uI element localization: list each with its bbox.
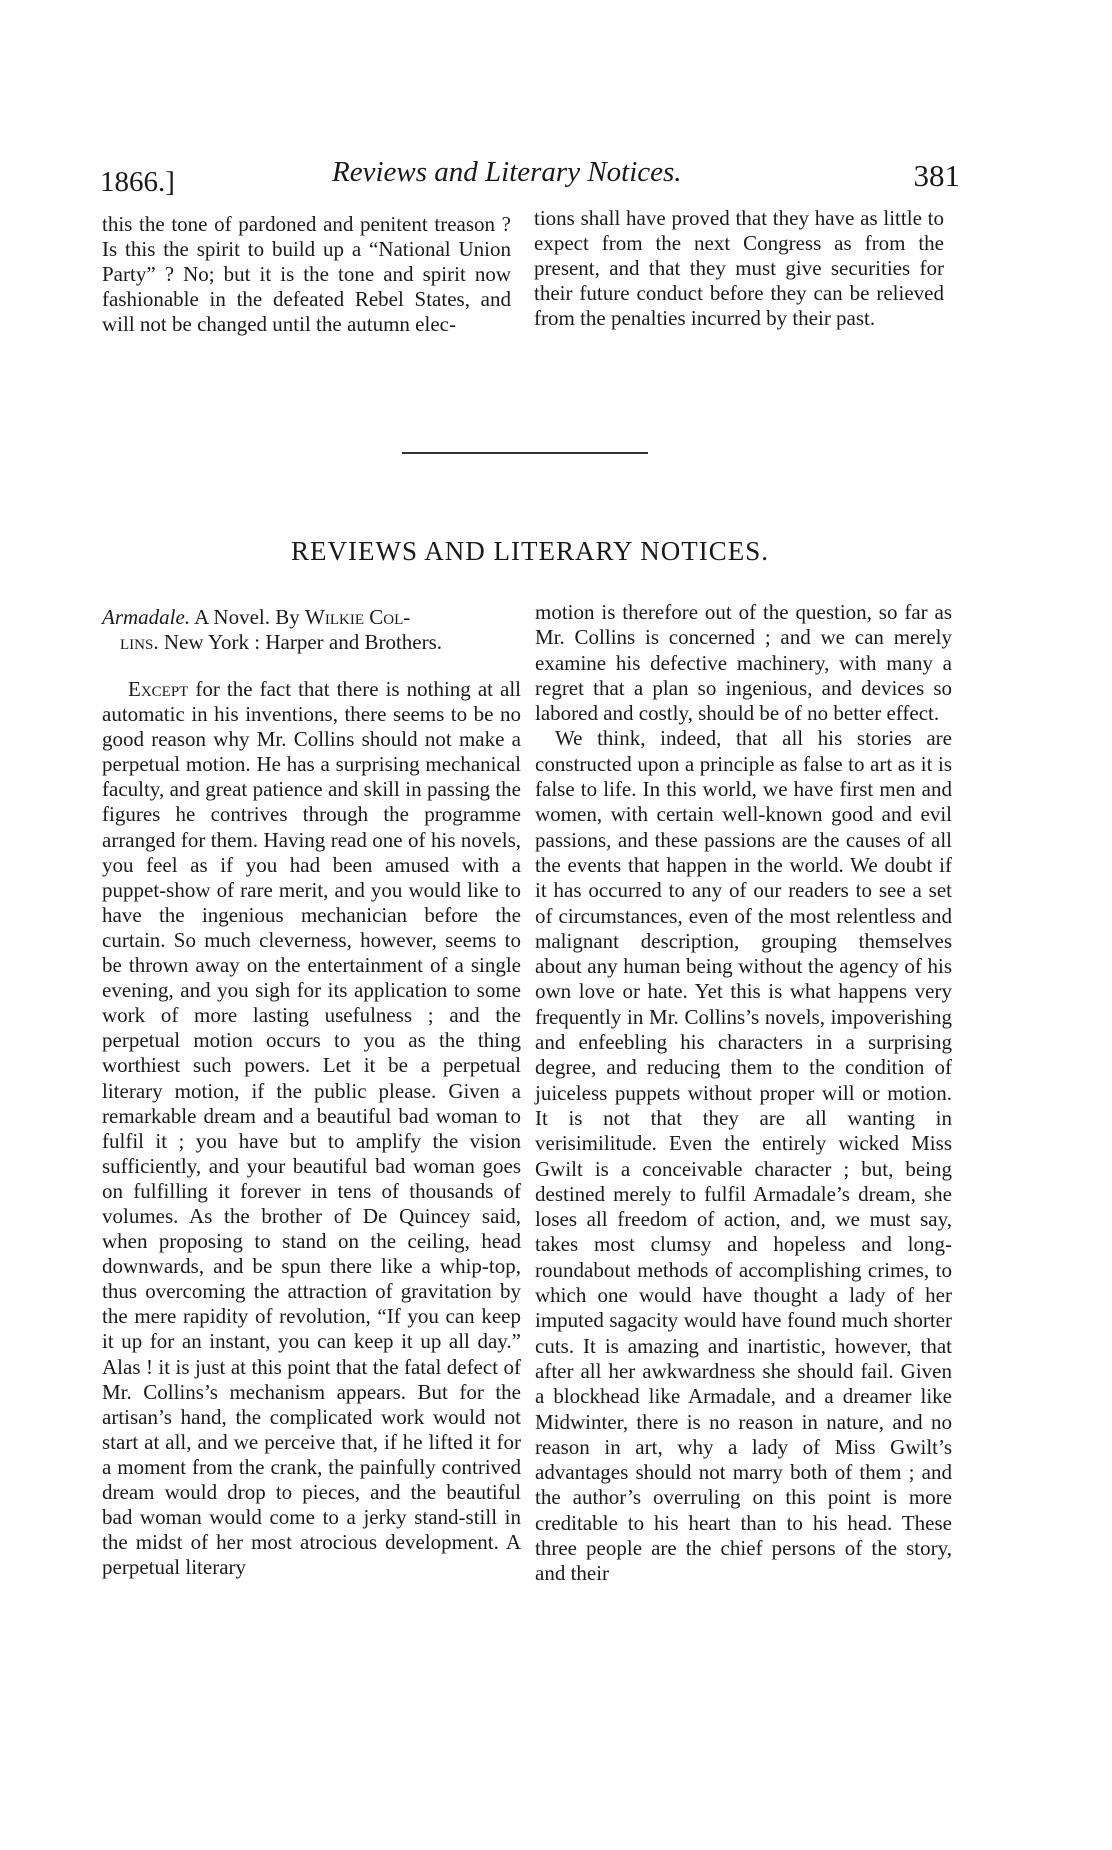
review-paragraph-1-text: for the fact that there is nothing at all automatic in his inventions, there seems to be no good reason why Mr. Collins should not make a perpetual motion. He has a surprising mechanical faculty, and great patience and skill in passing the figures he contrives through the programme arranged for them. Having read one of his novels, you feel as if you had been amused with a puppet-show of rare merit, and you would like to have the ingenious mechanician before the curtain. So much cleverness, however, seems to be thrown away on the entertainment of a single evening, and you sigh for its application to some work of more lasting usefulness ; and the perpetual motion occurs to you as the thing worthiest such powers. Let it be a perpetual literary motion, if the public please. Given a remarkable dream and a beautiful bad woman to fulfil it ; you have but to amplify the vision sufficiently, and your beautiful bad woman goes on fulfilling it forever in tens of thousands of volumes. As the brother of De Quincey said, when proposing to stand on the ceiling, head downwards, and be spun there like a whip-top, thus overcoming the attraction of gravitation by the mere rapidity of revolution, “If you can keep it up for an instant, you can keep it up all day.” Alas ! it is just at this point that the fatal defect of Mr. Collins’s mechanism appears. But for the artisan’s hand, the complicated work would not start at all, and we perceive that, if he lifted it for a moment from the crank, the painfully contrived dream would drop to pieces, and the beautiful bad woman would come to a jerky stand-still in the midst of her most atrocious development. A perpetual literary: [102, 677, 521, 1580]
top-right-column: [534, 206, 944, 331]
book-publisher: New York : Harper and Brothers.: [163, 630, 443, 654]
drop-word: Except: [128, 677, 189, 701]
review-paragraph-2: We think, indeed, that all his stories are constructed upon a principle as false to art as it is false to life. In this world, we have first men and women, with certain well-known good and evil passions, and these passions are the causes of all the events that happen in the world. We doubt if it has occurred to any of our readers to see a set of circumstances, even of the most relentless and malignant description, grouping themselves about any human being without the agency of his own love or hate. Yet this is what happens very frequently in Mr. Collins’s novels, impoverishing and enfeebling his characters in a surprising degree, and reducing them to the condition of juiceless puppets without proper will or motion. It is not that they are all wanting in verisimilitude. Even the entirely wicked Miss Gwilt is a conceivable character ; but, being destined merely to fulfil Armadale’s dream, she loses all freedom of action, and, we must say, takes most clumsy and hopeless and long-roundabout methods of accomplishing crimes, to which one would have thought a lady of her imputed sagacity would have found much shorter cuts. It is amazing and inartistic, however, that after all her awkwardness she should fail. Given a blockhead like Armadale, and a dreamer like Midwinter, there is no reason in nature, and no reason in art, why a lady of Miss Gwilt’s advantages should not marry both of them ; and the author’s overruling on this point is more creditable to his heart than to his head. These three people are the chief persons of the story, and their: [535, 726, 952, 1586]
book-title: Armadale.: [102, 605, 191, 629]
review-paragraph-1: [102, 677, 521, 1580]
book-author: Wilkie Col-: [305, 605, 411, 629]
book-subtitle: A Novel. By: [194, 605, 300, 629]
review-left-column: [102, 677, 521, 1580]
section-heading: REVIEWS AND LITERARY NOTICES.: [291, 536, 769, 566]
page-number: 381: [913, 158, 960, 193]
section-divider: [402, 452, 648, 454]
book-author-continued: lins.: [120, 630, 159, 654]
top-left-column: [102, 212, 511, 337]
running-head-year: 1866.]: [100, 166, 175, 198]
review-right-column: [535, 600, 952, 1587]
running-head-title: Reviews and Literary Notices.: [332, 156, 682, 188]
review-paragraph-continued: motion is therefore out of the question, so far as Mr. Collins is concerned ; and we can merely examine his defective machinery, with many a regret that a plan so ingenious, and devices so labored and costly, should be of no better effect.: [535, 600, 952, 726]
top-right-paragraph: tions shall have proved that they have as little to expect from the next Congress as from the present, and that they must give securities for their future conduct before they can be relieved from the penalties incurred by their past.: [534, 206, 944, 330]
running-head: [100, 150, 960, 198]
book-citation: [102, 605, 522, 655]
top-left-paragraph: this the tone of pardoned and penitent treason ? Is this the spirit to build up a “National Union Party” ? No; but it is the tone and spirit now fashionable in the defeated Rebel States, and will not be changed until the autumn elec-: [102, 212, 511, 336]
